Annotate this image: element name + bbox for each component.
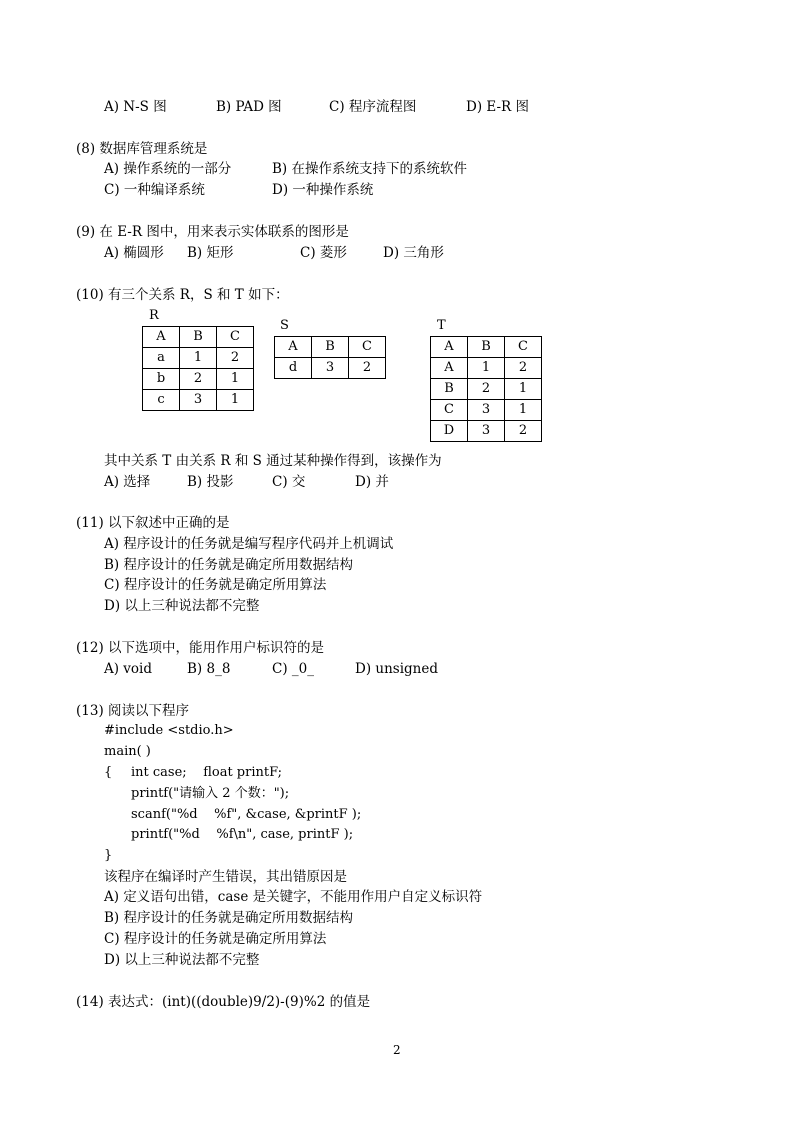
q7-option-d: D) E-R 图 [466, 99, 530, 115]
table-cell: 3 [468, 421, 505, 442]
q7-option-a: A) N-S 图 [104, 99, 167, 115]
table-cell: B [431, 379, 468, 400]
table-cell: 2 [180, 369, 217, 390]
q11-option-a: A) 程序设计的任务就是编写程序代码并上机调试 [104, 536, 394, 552]
q8-option-b: B) 在操作系统支持下的系统软件 [272, 161, 467, 177]
table-cell: B [468, 337, 505, 358]
q9-stem: (9) 在 E-R 图中，用来表示实体联系的图形是 [76, 224, 349, 240]
table-r [142, 326, 254, 411]
table-cell: 1 [505, 400, 542, 421]
table-cell: 2 [505, 358, 542, 379]
q9-option-b: B) 矩形 [187, 245, 234, 261]
q13-option-c: C) 程序设计的任务就是确定所用算法 [104, 931, 327, 947]
table-cell: 3 [312, 358, 349, 379]
q7-option-c: C) 程序流程图 [329, 99, 417, 115]
table-cell: 2 [217, 348, 254, 369]
q7-option-b: B) PAD 图 [216, 99, 282, 115]
table-cell: B [180, 327, 217, 348]
q13-stem: (13) 阅读以下程序 [76, 703, 190, 719]
q11-option-b: B) 程序设计的任务就是确定所用数据结构 [104, 557, 353, 573]
table-cell: A [431, 358, 468, 379]
table-cell: C [505, 337, 542, 358]
table-cell: a [143, 348, 180, 369]
q11-stem: (11) 以下叙述中正确的是 [76, 515, 230, 531]
table-cell: 2 [468, 379, 505, 400]
table-cell: A [143, 327, 180, 348]
table-cell: B [312, 337, 349, 358]
q14-stem: (14) 表达式：(int)((double)9/2)-(9)%2 的值是 [76, 994, 371, 1010]
code-line: printf("请输入 2 个数："); [131, 786, 290, 801]
q12-option-b: B) 8_8 [187, 661, 231, 677]
table-cell: 3 [468, 400, 505, 421]
q13-option-a: A) 定义语句出错，case 是关键字，不能用作用户自定义标识符 [104, 889, 483, 905]
code-line: #include <stdio.h> [104, 723, 234, 738]
q8-option-d: D) 一种操作系统 [272, 182, 374, 198]
q9-option-d: D) 三角形 [383, 245, 444, 261]
table-cell: 1 [505, 379, 542, 400]
table-cell: d [275, 358, 312, 379]
table-cell: 1 [180, 348, 217, 369]
table-cell: 2 [505, 421, 542, 442]
q11-option-d: D) 以上三种说法都不完整 [104, 598, 260, 614]
q8-option-a: A) 操作系统的一部分 [104, 161, 232, 177]
table-t [430, 336, 542, 442]
table-cell: A [431, 337, 468, 358]
q11-option-c: C) 程序设计的任务就是确定所用算法 [104, 577, 327, 593]
q12-option-a: A) void [104, 661, 153, 677]
q10-note: 其中关系 T 由关系 R 和 S 通过某种操作得到，该操作为 [104, 453, 442, 469]
q10-option-d: D) 并 [355, 474, 389, 490]
table-cell: 2 [349, 358, 386, 379]
q12-option-d: D) unsigned [355, 661, 438, 677]
q13-option-b: B) 程序设计的任务就是确定所用数据结构 [104, 910, 353, 926]
table-cell: 3 [180, 390, 217, 411]
table-cell: b [143, 369, 180, 390]
table-r-label: R [149, 308, 159, 323]
table-cell: 1 [217, 369, 254, 390]
table-cell: 1 [217, 390, 254, 411]
q13-note: 该程序在编译时产生错误，其出错原因是 [104, 869, 347, 885]
code-line: int case; float printF; [131, 765, 283, 780]
q13-option-d: D) 以上三种说法都不完整 [104, 952, 260, 968]
table-cell: C [217, 327, 254, 348]
table-s-label: S [280, 318, 289, 333]
code-line: { [104, 765, 113, 780]
table-cell: 1 [468, 358, 505, 379]
q10-option-b: B) 投影 [187, 474, 234, 490]
table-cell: A [275, 337, 312, 358]
table-cell: c [143, 390, 180, 411]
q9-option-c: C) 菱形 [300, 245, 347, 261]
code-line: } [104, 848, 113, 863]
q10-option-a: A) 选择 [104, 474, 151, 490]
q12-option-c: C) _0_ [272, 661, 314, 677]
q8-stem: (8) 数据库管理系统是 [76, 141, 208, 157]
page-number: 2 [393, 1043, 401, 1057]
code-line: main( ) [104, 744, 151, 759]
table-cell: C [349, 337, 386, 358]
q10-stem: (10) 有三个关系 R，S 和 T 如下： [76, 287, 289, 303]
q10-option-c: C) 交 [272, 474, 306, 490]
table-t-label: T [437, 318, 446, 333]
q9-option-a: A) 椭圆形 [104, 245, 164, 261]
table-cell: D [431, 421, 468, 442]
code-line: printf("%d %f\n", case, printF ); [131, 827, 354, 842]
table-cell: C [431, 400, 468, 421]
table-s [274, 336, 386, 379]
code-line: scanf("%d %f", &case, &printF ); [131, 807, 362, 822]
q12-stem: (12) 以下选项中，能用作用户标识符的是 [76, 640, 325, 656]
q8-option-c: C) 一种编译系统 [104, 182, 205, 198]
